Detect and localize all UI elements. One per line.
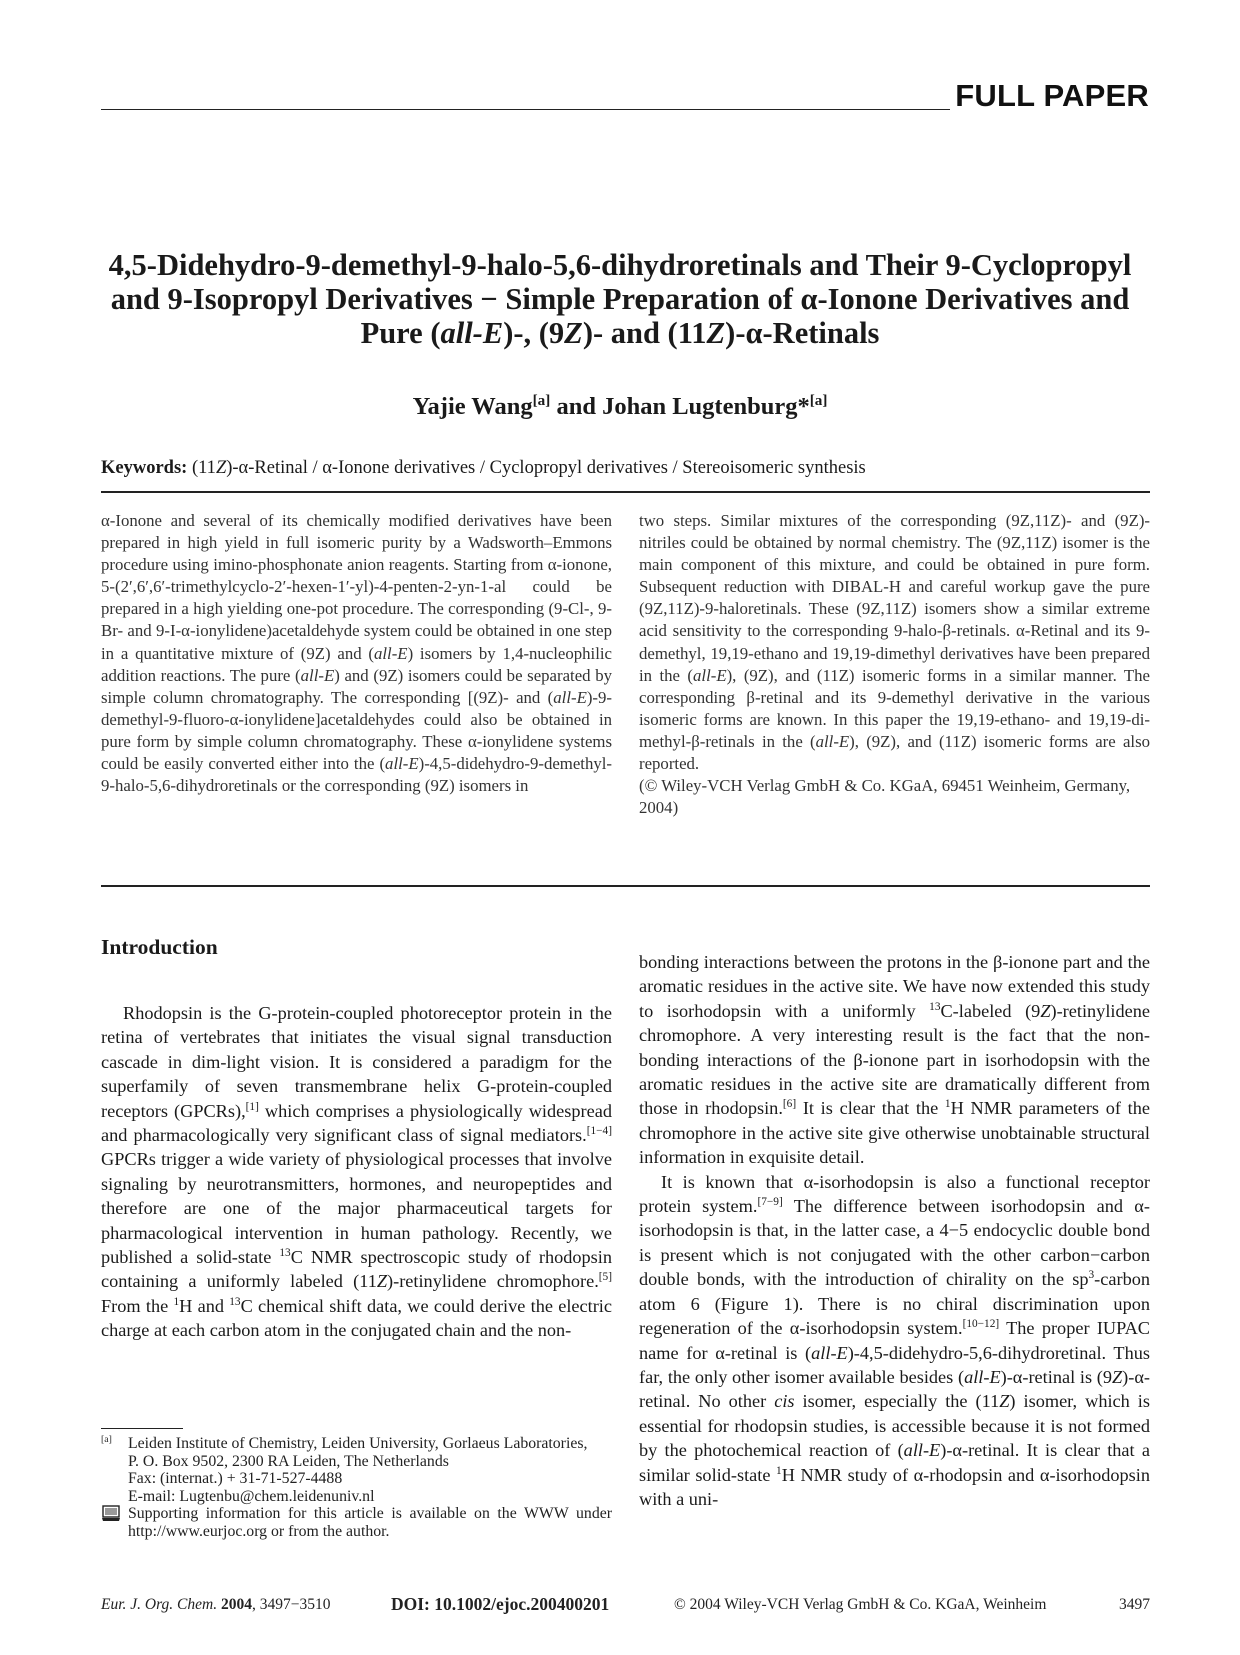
abstract-left-column xyxy=(101,510,612,797)
reference-mark: [10−12] xyxy=(962,1318,1000,1331)
abstract-text: two steps. Similar mixtures of the corresponding (9Z,11Z)- and (9Z)-nitriles could be obtained by normal chemistry. The (9Z,11Z) isomer is the main component of this mixture, and could be obtained in pure form. Subsequent reduction with DIBAL-H and careful workup gave the pure (9Z,11Z)-9-haloretinals. These (9Z,11Z) isomers show a similar extreme acid sensitivity to the corresponding 9-halo-β-retinals. α-Retinal and its 9-demethyl, 19,19-ethano and 19,19-dimethyl derivatives have been prepared in the (all-E), (9Z), and (11Z) isomeric forms in a similar manner. The corresponding β-retinal and its 9-demethyl derivative in the various isomeric forms are known. In this paper the 19,19-ethano- and 19,19-dimethyl-β-retinals in the (all-E), (9Z), and (11Z) isomeric forms are also reported. xyxy=(639,511,1150,774)
footnotes xyxy=(101,1435,612,1541)
paragraph: bonding interactions between the protons in the β-ionone part and the aromatic residues in the active site. We have now extended this study to isorhodopsin with a uniformly $^{13}$C-labeled (9Z)-retinylidene chromophore. A very interesting result is the fact that the non-bonding interactions of the β-ionone part in isorhodopsin with the aromatic residues in the active site are dramatically different from those in rhodopsin.[6] It is clear that the $^1$H NMR parameters of the chromophore in the active site give otherwise unobtainable structural information in exquisite detail. xyxy=(639,952,1150,1168)
section-heading: Introduction xyxy=(101,935,218,959)
footnote-mark: [a] xyxy=(101,1434,112,1446)
abstract-right-column xyxy=(639,510,1150,819)
computer-icon xyxy=(101,1505,121,1522)
abstract-bottom-rule xyxy=(101,885,1150,887)
affiliation-mark: [a] xyxy=(809,391,828,409)
author-name: Yajie Wang xyxy=(412,393,533,420)
page-footer xyxy=(101,1596,1150,1620)
affiliation-mark: [a] xyxy=(532,391,551,409)
paragraph: Rhodopsin is the G-protein-coupled photoreceptor protein in the retina of vertebrates that initiates the visual signal transduction cascade in dim-light vision. It is considered a paradigm for the superfamily of seven transmembrane helix G-protein-coupled receptors (GPCRs),[1] which comprises a physiologically widespread and pharmacologically very significant class of signal mediators.[1−4] GPCRs trigger a wide variety of physiological processes that involve signaling by neurotransmitters, hormones, and neuropeptides and therefore are one of the major pharmaceutical targets for pharmacological intervention in human pathology. Recently, we published a solid-state $^{13}$C NMR spectroscopic study of rhodopsin containing a uniformly labeled (11Z)-retinylidene chromophore.[5] From the $^1$H and $^{13}$C chemical shift data, we could derive the electric charge at each carbon atom in the conjugated chain and the non- xyxy=(101,1003,612,1341)
body-left-column xyxy=(101,1001,612,1343)
abstract-top-rule xyxy=(101,491,1150,493)
abstract-text: α-Ionone and several of its chemically modified derivatives have been prepared in high yield in full isomeric purity by a Wadsworth–Emmons procedure using imino-phosphonate anion reagents. Starting from α-ionone, 5-(2′,6′,6′-trimethylcyclo-2′-hexen-1′-yl)-4-penten-2-yn-1-al could be prepared in a high yielding one-pot procedure. The corresponding (9-Cl-, 9-Br- and 9-I-α-ionylidene)acetaldehyde system could be obtained in one step in a quantitative mixture of (9Z) and (all-E) isomers by 1,4-nucleophilic addition reactions. The pure (all-E) and (9Z) isomers could be separated by simple column chromatography. The corresponding [(9Z)- and (all-E)-9-demethyl-9-fluoro-α-ionylidene]acetaldehydes could also be obtained in pure form by simple column chromatography. These α-ionylidene systems could be easily converted either into the (all-E)-4,5-didehydro-9-demethyl-9-halo-5,6-dihydroretinals or the corresponding (9Z) isomers in xyxy=(101,511,612,796)
title-line-2: and 9-Isopropyl Derivatives − Simple Preparation of α-Ionone Derivatives and xyxy=(110,282,1130,316)
keywords-label: Keywords: xyxy=(101,458,188,478)
keywords: Keywords: (11Z)-α-Retinal / α-Ionone derivatives / Cyclopropyl derivatives / Stereoisomeric synthesis xyxy=(101,458,866,478)
abstract-copyright: (© Wiley-VCH Verlag GmbH & Co. KGaA, 69451 Weinheim, Germany, 2004) xyxy=(639,776,1131,818)
reference-mark: [5] xyxy=(598,1271,612,1284)
email-address: E-mail: Lugtenbu@chem.leidenuniv.nl xyxy=(128,1487,375,1505)
reference-mark: [7−9] xyxy=(757,1196,783,1209)
section-label: FULL PAPER xyxy=(955,78,1149,113)
reference-mark: [1] xyxy=(245,1100,259,1113)
footnote-rule xyxy=(101,1428,183,1429)
footer-copyright: © 2004 Wiley-VCH Verlag GmbH & Co. KGaA, Weinheim xyxy=(674,1596,1047,1613)
title-line-3: Pure (all-E)-, (9Z)- and (11Z)-α-Retinals xyxy=(360,316,880,350)
doi: DOI: 10.1002/ejoc.200400201 xyxy=(391,1594,610,1614)
page-number: 3497 xyxy=(1119,1596,1150,1613)
journal-citation: Eur. J. Org. Chem. 2004, 3497−3510 xyxy=(101,1596,331,1613)
header-rule xyxy=(101,109,950,110)
paragraph: It is known that α-isorhodopsin is also a functional receptor protein system.[7−9] The difference between isorhodopsin and α-isorhodopsin is that, in the latter case, a 4−5 endocyclic double bond is present which is not conjugated with the other carbon−carbon double bonds, with the introduction of chirality on the $sp^3$-carbon atom 6 (Figure 1). There is no chiral discrimination upon regeneration of the α-isorhodopsin system.[10−12] The proper IUPAC name for α-retinal is (all-E)-4,5-didehydro-5,6-dihydroretinal. Thus far, the only other isomer available besides (all-E)-α-retinal is (9Z)-α-retinal. No other cis isomer, especially the (11Z) isomer, which is essential for rhodopsin studies, is accessible because it is not formed by the photochemical reaction of (all-E)-α-retinal. It is clear that a similar solid-state $^1$H NMR study of α-rhodopsin and α-isorhodopsin with a uni- xyxy=(639,1171,1150,1509)
author-name: Johan Lugtenburg* xyxy=(602,393,810,420)
reference-mark: [6] xyxy=(782,1098,797,1111)
paper-title xyxy=(90,248,1150,350)
reference-mark: [1−4] xyxy=(586,1125,612,1138)
body-right-column xyxy=(639,950,1150,1511)
affiliation-footnote: [a] Leiden Institute of Chemistry, Leiden University, Gorlaeus Laboratories, P. O. Box 9502, 2300 RA Leiden, The Netherlands Fax: (internat.) + 31-71-527-4488 E-mail: Lugtenbu@chem.leidenuniv.nl xyxy=(101,1435,612,1505)
author-list: Yajie Wang[a] and Johan Lugtenburg*[a] xyxy=(412,391,828,420)
title-line-1: 4,5-Didehydro-9-demethyl-9-halo-5,6-dihydroretinals and Their 9-Cyclopropyl xyxy=(108,248,1132,282)
supporting-info-footnote: Supporting information for this article is available on the WWW under http://www.eurjoc.org or from the author. xyxy=(101,1505,612,1540)
